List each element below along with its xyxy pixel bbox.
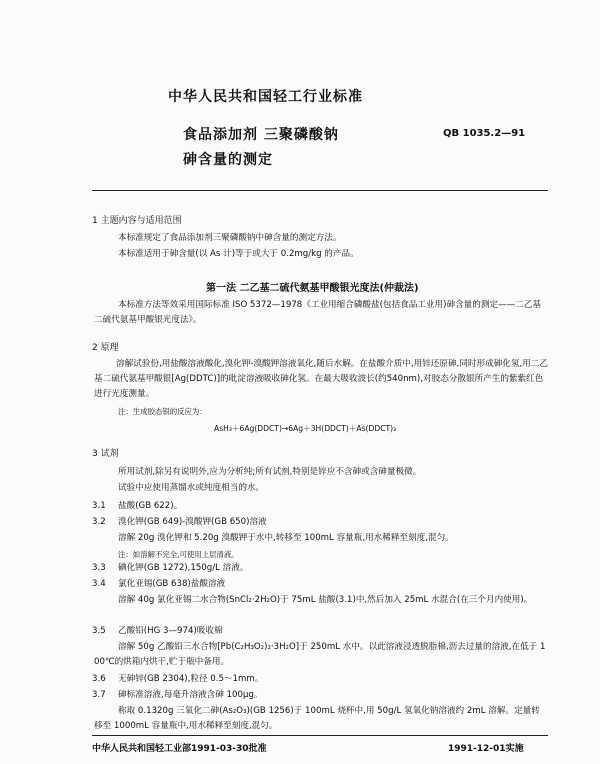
reagent-item-text: 碘化钾(GB 1272),150g/L 溶液。 [118, 563, 249, 573]
reagent-preparation: 溶解 40g 氯化亚锡二水合物(SnCl₂·2H₂O)于 75mL 盐酸(3.1)中,然后加入 25mL 水混合(在三个月内使用)。 [118, 595, 533, 605]
section-2-heading: 2 原理 [92, 343, 119, 353]
section-1-heading: 1 主题内容与适用范围 [92, 216, 182, 226]
reagent-item-text: 盐酸(GB 622)。 [118, 501, 183, 511]
reagent-item-number: 3.1 [92, 501, 106, 511]
approval-statement: 中华人民共和国轻工业部1991-03-30批准 [92, 744, 267, 754]
reaction-formula: AsH₃＋6Ag(DDCT)→6Ag＋3H(DDCT)＋As(DDCT)₃ [214, 424, 397, 433]
section-3-general: 所用试剂,除另有说明外,应为分析纯;所有试剂,特别是锌应不含砷或含砷量极微。 [118, 467, 422, 477]
header-divider [92, 190, 548, 191]
reagent-item-text: 溴化钾(GB 649)-溴酸钾(GB 650)溶液 [118, 517, 267, 527]
section-1-applicability: 本标准适用于砷含量(以 As 计)等于或大于 0.2mg/kg 的产品。 [118, 249, 359, 259]
reagent-item-number: 3.4 [92, 579, 106, 589]
document-title: 食品添加剂 三聚磷酸钠 [183, 127, 339, 143]
reagent-preparation: 溶解 20g 溴化钾和 5.20g 溴酸钾于水中,转移至 100mL 容量瓶,用水稀释至刻度,混匀。 [118, 533, 454, 543]
method-1-description: 本标准方法等效采用国际标准 ISO 5372—1978《工业用缩合磷酸盐(包括食品工业用)砷含量的测定——二乙基二硫代氨基甲酸银光度法》。 [94, 300, 542, 325]
reagent-preparation: 溶解 50g 乙酸铅三水合物[Pb(C₂H₃O₂)₂·3H₂O]于 250mL 水中。以此溶液浸透脱脂棉,沥去过量的溶液,在低于 100℃的烘箱内烘干,贮于瓶中备用。 [94, 642, 546, 667]
reagent-item-number: 3.2 [92, 517, 106, 527]
section-3-water: 试验中应使用蒸馏水或纯度相当的水。 [118, 483, 265, 493]
reagent-item-text: 氯化亚锡(GB 638)盐酸溶液 [118, 579, 226, 589]
reagent-item-number: 3.6 [92, 674, 106, 684]
section-2-note: 注：生成胶态银的反应为： [118, 407, 207, 416]
section-2-principle: 溶解试验份,用盐酸溶液酸化,溴化钾-溴酸钾溶液氧化,随后水解。在盐酸介质中,用锌还原砷,同时形成砷化氢,用二乙基二硫代氨基甲酸银[Ag(DDTC)]的吡淀溶液吸收砷化氢。在最大吸收波长(约540nm),对胶态分散银所产生的紫紫红色进行光度测量。 [94, 359, 548, 399]
section-3-heading: 3 试剂 [92, 449, 119, 459]
implementation-date: 1991-12-01实施 [448, 744, 524, 754]
reagent-preparation: 称取 0.1320g 三氧化二砷(As₂O₃)(GB 1256)于 100mL 烧杯中,用 50g/L 氢氧化钠溶液约 2mL 溶解。定量转移至 1000mL 容量瓶中,用水稀释至刻度,混匀。 [94, 706, 540, 731]
reagent-item-number: 3.5 [92, 626, 106, 636]
issuing-authority-header: 中华人民共和国轻工行业标准 [168, 89, 363, 105]
reagent-item-text: 无砷锌(GB 2304),粒径 0.5～1mm。 [118, 674, 264, 684]
reagent-item-text: 乙酸铅(HG 3—974)吸收棉 [118, 626, 223, 636]
section-1-scope: 本标准规定了食品添加剂三聚磷酸钠中砷含量的测定方法。 [118, 233, 342, 243]
reagent-note: 注：如溶解不完全,可使用上层清液。 [118, 550, 239, 559]
method-1-heading: 第一法 二乙基二硫代氨基甲酸银光度法(仲裁法) [206, 283, 419, 294]
reagent-item-number: 3.3 [92, 563, 106, 573]
reagent-item-text: 砷标准溶液,每毫升溶液含砷 100μg。 [118, 690, 263, 700]
reagent-item-number: 3.7 [92, 690, 106, 700]
standard-number: QB 1035.2—91 [443, 128, 526, 139]
document-subtitle: 砷含量的测定 [183, 152, 273, 168]
footer-divider [92, 735, 548, 736]
